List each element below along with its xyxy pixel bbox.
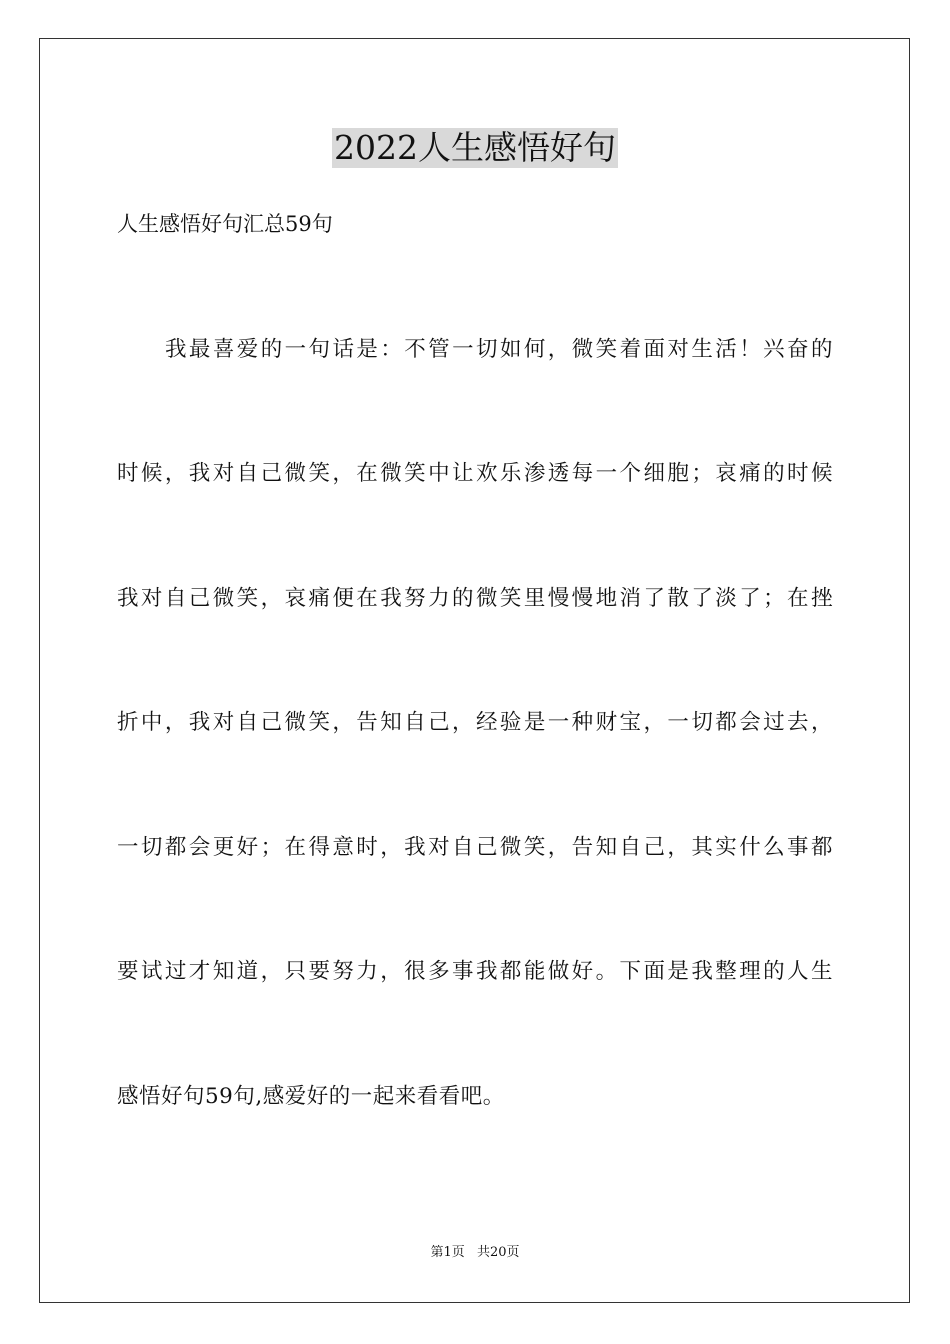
title-container xyxy=(0,128,950,168)
page-number-current: 第1页 xyxy=(430,1245,465,1260)
paragraph-line: 时候，我对自己微笑，在微笑中让欢乐渗透每一个细胞；哀痛的时候 xyxy=(117,461,833,486)
paragraph-line: 感悟好句59句,感爱好的一起来看看吧。 xyxy=(117,1084,505,1109)
paragraph-line: 我最喜爱的一句话是：不管一切如何，微笑着面对生活！兴奋的 xyxy=(165,337,833,362)
paragraph-line: 一切都会更好；在得意时，我对自己微笑，告知自己，其实什么事都 xyxy=(117,835,833,860)
paragraph-line: 折中，我对自己微笑，告知自己，经验是一种财宝，一切都会过去， xyxy=(117,710,833,735)
document-subtitle: 人生感悟好句汇总59句 xyxy=(117,212,333,236)
document-title: 2022人生感悟好句 xyxy=(334,128,616,167)
page-number-total: 共20页 xyxy=(476,1245,520,1260)
paragraph-line: 我对自己微笑，哀痛便在我努力的微笑里慢慢地消了散了淡了；在挫 xyxy=(117,586,833,611)
paragraph-line: 要试过才知道，只要努力，很多事我都能做好。下面是我整理的人生 xyxy=(117,959,833,984)
page-footer xyxy=(0,1244,950,1262)
